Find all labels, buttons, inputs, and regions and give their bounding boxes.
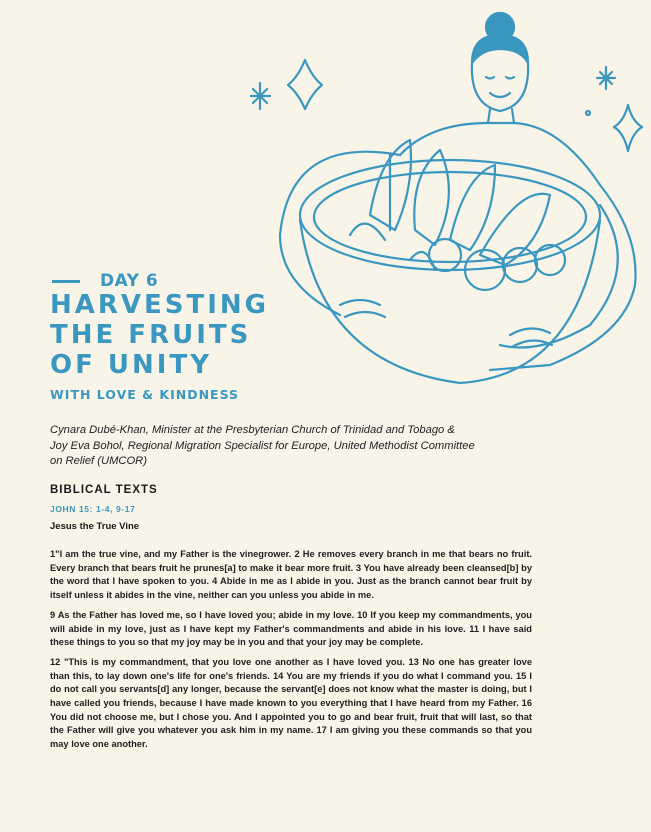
sparkle-icon: [597, 67, 615, 89]
sparkle-icon: [288, 60, 322, 109]
day-indicator: [52, 271, 158, 291]
author-line: Joy Eva Bohol, Regional Migration Specialist for Europe, United Methodist Committee: [50, 439, 475, 452]
hand: [340, 300, 385, 317]
dot-icon: [586, 111, 590, 115]
left-arm: [280, 152, 400, 315]
scripture-reference: JOHN 15: 1-4, 9-17: [50, 504, 136, 514]
bowl-rim: [300, 160, 600, 270]
face: [472, 63, 528, 111]
sparkle-icon: [614, 105, 642, 151]
title-line: THE FRUITS: [50, 320, 252, 350]
woman-with-salad-bowl-illustration: [250, 5, 650, 405]
leaf: [414, 150, 449, 245]
scripture-body: [50, 548, 532, 758]
sparkle-icon: [250, 83, 270, 109]
authors-credit: [50, 423, 520, 470]
hair: [472, 35, 528, 63]
scripture-paragraph: 12 "This is my commandment, that you love one another as I have loved you. 13 No one has greater love than this, to lay down one's life for one's friends. 14 You are my friends if you do what I command you. 15 I do not call you servants[d] any longer, because the servant[e] does not know what the master is doing, but I have called you friends, because I have made known to you everything that I have heard from my Father. 16 You did not choose me, but I chose you. And I appointed you to go and bear fruit, fruit that will last, so that the Father will give you whatever you ask him in my name. 17 I am giving you these commands so that you may love one another.: [50, 656, 532, 750]
author-line: Cynara Dubé-Khan, Minister at the Presbyterian Church of Trinidad and Tobago &: [50, 424, 455, 436]
day-label: DAY 6: [100, 271, 159, 291]
section-heading: BIBLICAL TEXTS: [50, 484, 158, 496]
day-dash: [52, 280, 80, 283]
author-line: on Relief (UMCOR): [50, 455, 147, 467]
subtitle: WITH LOVE & KINDNESS: [50, 387, 240, 402]
page-title: [50, 290, 269, 380]
scripture-paragraph: 9 As the Father has loved me, so I have loved you; abide in my love. 10 If you keep my commandments, you will abide in my love, just as I have kept my Father's commandments and abide in his love. 11 I have said these things to you so that my joy may be in you and that your joy may be complete.: [50, 609, 532, 648]
title-line: OF UNITY: [50, 350, 213, 380]
scripture-paragraph: 1"I am the true vine, and my Father is the vinegrower. 2 He removes every branch in me that bears no fruit. Every branch that bears fruit he prunes[a] to make it bear more fruit. 3 You have already been cleansed[b] by the word that I have spoken to you. 4 Abide in me as I abide in you. Just as the branch cannot bear fruit by itself unless it abides in the vine, neither can you unless you abide in me.: [50, 549, 532, 601]
passage-title: Jesus the True Vine: [50, 521, 140, 532]
leaf: [450, 165, 495, 250]
title-line: HARVESTING: [50, 290, 270, 320]
